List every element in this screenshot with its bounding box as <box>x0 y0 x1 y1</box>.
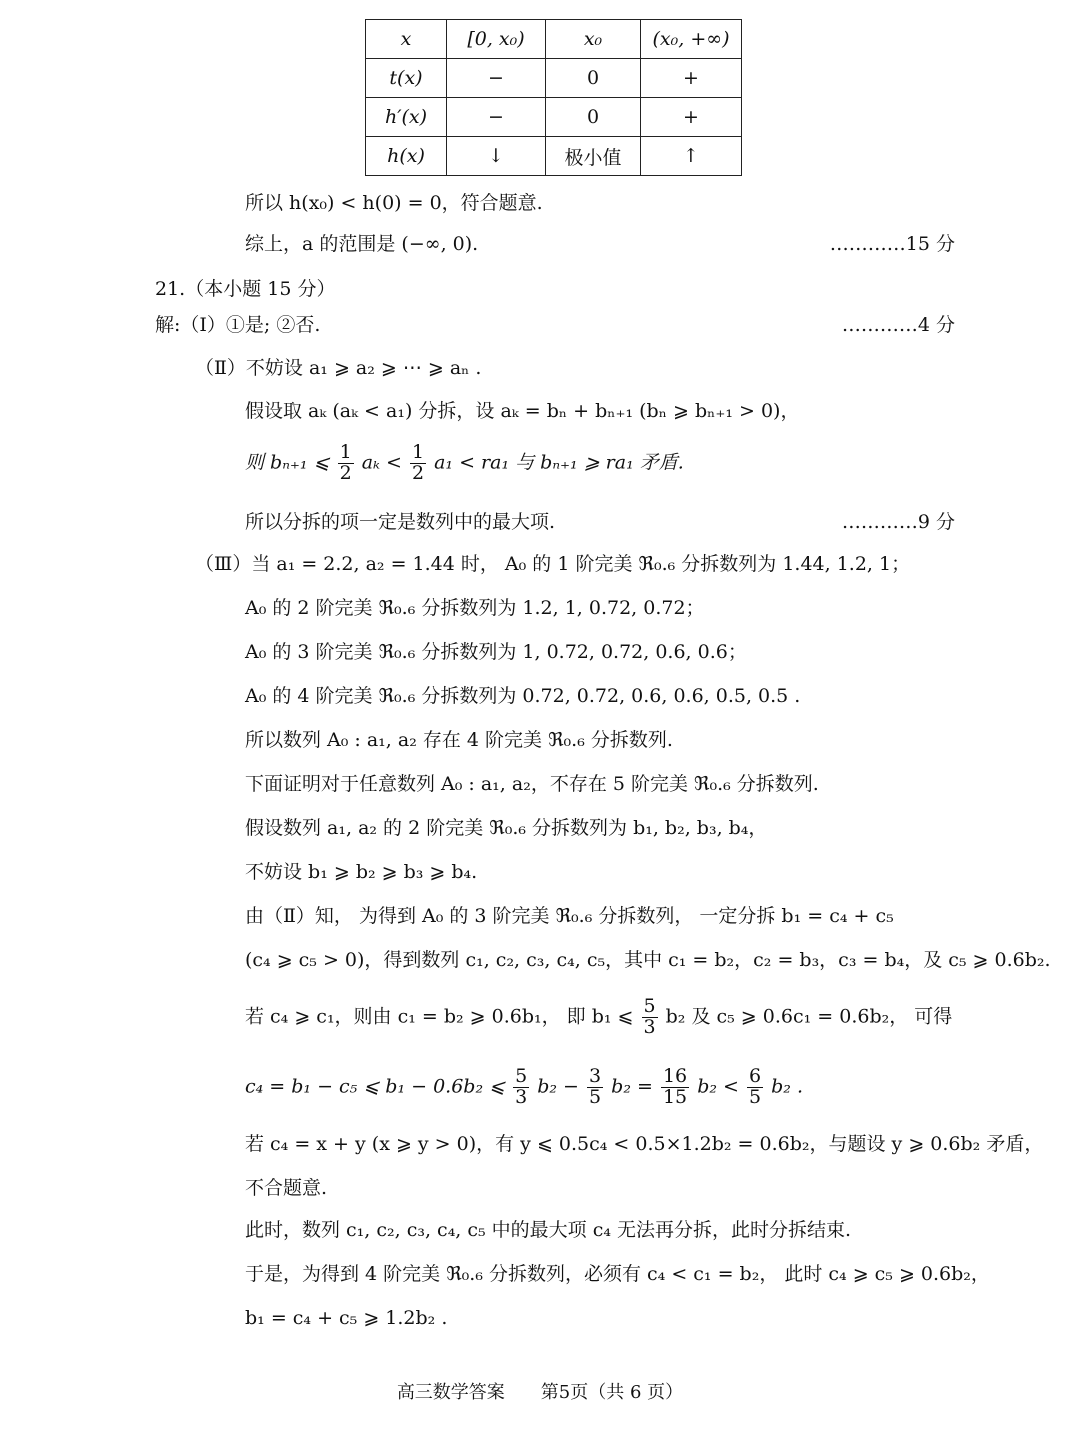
fraction-denominator: 5 <box>589 1085 602 1108</box>
formula-line <box>245 997 952 1038</box>
table-cell: x₀ <box>546 20 641 59</box>
page-footer: 高三数学答案 第5页（共 6 页） <box>396 1382 684 1403</box>
text-line: 下面证明对于任意数列 A₀ : a₁, a₂，不存在 5 阶完美 ℜ₀.₆ 分拆数列. <box>245 773 819 795</box>
text-line: 所以分拆的项一定是数列中的最大项. <box>245 511 556 533</box>
fraction-numerator: 1 <box>339 441 352 463</box>
table-cell: [0, x₀) <box>447 20 546 59</box>
table-cell: h(x) <box>366 137 447 176</box>
table-row <box>366 137 742 176</box>
text-line: 由（Ⅱ）知， 为得到 A₀ 的 3 阶完美 ℜ₀.₆ 分拆数列， 一定分拆 b₁ = c₄ + c₅ <box>245 905 894 927</box>
formula-text: c₄ = b₁ − c₅ ⩽ b₁ − 0.6b₂ ⩽ <box>245 1075 506 1098</box>
fraction-denominator: 3 <box>515 1085 528 1108</box>
score-marker: …………15 分 <box>829 233 955 255</box>
fraction-denominator: 2 <box>411 461 425 484</box>
text-line: A₀ 的 4 阶完美 ℜ₀.₆ 分拆数列为 0.72, 0.72, 0.6, 0.6, 0.5, 0.5 . <box>245 685 801 707</box>
fraction <box>661 1067 689 1108</box>
formula-text: b₂ 及 c₅ ⩾ 0.6c₁ = 0.6b₂， 可得 <box>665 1005 953 1028</box>
table-cell: x <box>366 20 447 59</box>
table-cell: (x₀, +∞) <box>641 20 742 59</box>
fraction-numerator: 1 <box>411 441 425 463</box>
text-line: 所以数列 A₀ : a₁, a₂ 存在 4 阶完美 ℜ₀.₆ 分拆数列. <box>245 729 673 751</box>
fraction-denominator: 5 <box>748 1085 762 1108</box>
text-line: 不妨设 b₁ ⩾ b₂ ⩾ b₃ ⩾ b₄. <box>245 861 478 883</box>
fraction-numerator: 6 <box>748 1065 762 1087</box>
fraction-numerator: 5 <box>515 1065 528 1087</box>
table-cell: − <box>447 59 546 98</box>
score-marker: …………9 分 <box>841 511 955 533</box>
text-line: （Ⅱ）不妨设 a₁ ⩾ a₂ ⩾ ⋯ ⩾ aₙ . <box>195 357 482 379</box>
fraction-numerator: 3 <box>589 1065 602 1087</box>
text-line: 假设数列 a₁, a₂ 的 2 阶完美 ℜ₀.₆ 分拆数列为 b₁, b₂, b₃, b₄， <box>245 817 768 839</box>
table-cell: + <box>641 98 742 137</box>
fraction <box>587 1067 603 1108</box>
fraction-numerator: 5 <box>643 995 656 1017</box>
formula-text: aₖ < <box>361 451 402 474</box>
text-line: 此时，数列 c₁, c₂, c₃, c₄, c₅ 中的最大项 c₄ 无法再分拆，此时分拆结束. <box>245 1219 852 1241</box>
fraction <box>747 1067 763 1108</box>
table-row <box>366 59 742 98</box>
score-marker: …………4 分 <box>841 314 955 336</box>
formula-text: b₂ − <box>537 1075 579 1098</box>
text-line: 于是，为得到 4 阶完美 ℜ₀.₆ 分拆数列，必须有 c₄ < c₁ = b₂， 此时 c₄ ⩾ c₅ ⩾ 0.6b₂， <box>245 1263 990 1285</box>
table-cell: + <box>641 59 742 98</box>
fraction <box>513 1067 529 1108</box>
text-line: A₀ 的 3 阶完美 ℜ₀.₆ 分拆数列为 1, 0.72, 0.72, 0.6, 0.6； <box>245 641 747 663</box>
table-row <box>366 98 742 137</box>
formula-text: b₂ . <box>771 1075 803 1098</box>
formula-line <box>245 443 684 484</box>
fraction-denominator: 3 <box>643 1015 656 1038</box>
text-line: 所以 h(x₀) < h(0) = 0，符合题意. <box>245 192 543 214</box>
formula-text: b₂ = <box>611 1075 653 1098</box>
text-line: 假设取 aₖ (aₖ < a₁) 分拆，设 aₖ = bₙ + bₙ₊₁ (bₙ ⩾ bₙ₊₁ > 0)， <box>245 400 800 422</box>
formula-line <box>245 1067 803 1108</box>
fraction-denominator: 2 <box>339 461 352 484</box>
table-cell: 极小值 <box>546 137 641 176</box>
text-line: 不合题意. <box>245 1177 328 1199</box>
fraction-denominator: 15 <box>662 1085 688 1108</box>
fraction <box>338 443 354 484</box>
text-line: 若 c₄ = x + y (x ⩾ y > 0)，有 y ⩽ 0.5c₄ < 0.5×1.2b₂ = 0.6b₂，与题设 y ⩾ 0.6b₂ 矛盾， <box>245 1133 1044 1155</box>
question-heading: 21.（本小题 15 分） <box>155 278 336 300</box>
table-cell: − <box>447 98 546 137</box>
formula-text: b₂ < <box>697 1075 739 1098</box>
fraction <box>642 997 658 1038</box>
text-line: 解:（Ⅰ）①是; ②否. <box>155 314 321 336</box>
table-cell: 0 <box>546 59 641 98</box>
formula-text: 若 c₄ ⩾ c₁，则由 c₁ = b₂ ⩾ 0.6b₁， 即 b₁ ⩽ <box>245 1005 634 1028</box>
text-line: （Ⅲ）当 a₁ = 2.2, a₂ = 1.44 时， A₀ 的 1 阶完美 ℜ₀.₆ 分拆数列为 1.44, 1.2, 1； <box>195 553 911 575</box>
table-cell: ↓ <box>447 137 546 176</box>
text-line: b₁ = c₄ + c₅ ⩾ 1.2b₂ . <box>245 1307 448 1329</box>
fraction-numerator: 16 <box>662 1065 688 1087</box>
table-cell: t(x) <box>366 59 447 98</box>
formula-text: a₁ < ra₁ 与 bₙ₊₁ ⩾ ra₁ 矛盾. <box>434 451 684 474</box>
text-line: 综上，a 的范围是 (−∞, 0). <box>245 233 479 255</box>
text-line: A₀ 的 2 阶完美 ℜ₀.₆ 分拆数列为 1.2, 1, 0.72, 0.72； <box>245 597 705 619</box>
table-cell: 0 <box>546 98 641 137</box>
sign-table <box>365 19 742 176</box>
table-header-row <box>366 20 742 59</box>
fraction <box>410 443 426 484</box>
formula-text: 则 bₙ₊₁ ⩽ <box>245 451 330 474</box>
table-cell: h′(x) <box>366 98 447 137</box>
table-cell: ↑ <box>641 137 742 176</box>
text-line: (c₄ ⩾ c₅ > 0)，得到数列 c₁, c₂, c₃, c₄, c₅，其中 c₁ = b₂，c₂ = b₃，c₃ = b₄，及 c₅ ⩾ 0.6b₂. <box>245 949 1051 971</box>
